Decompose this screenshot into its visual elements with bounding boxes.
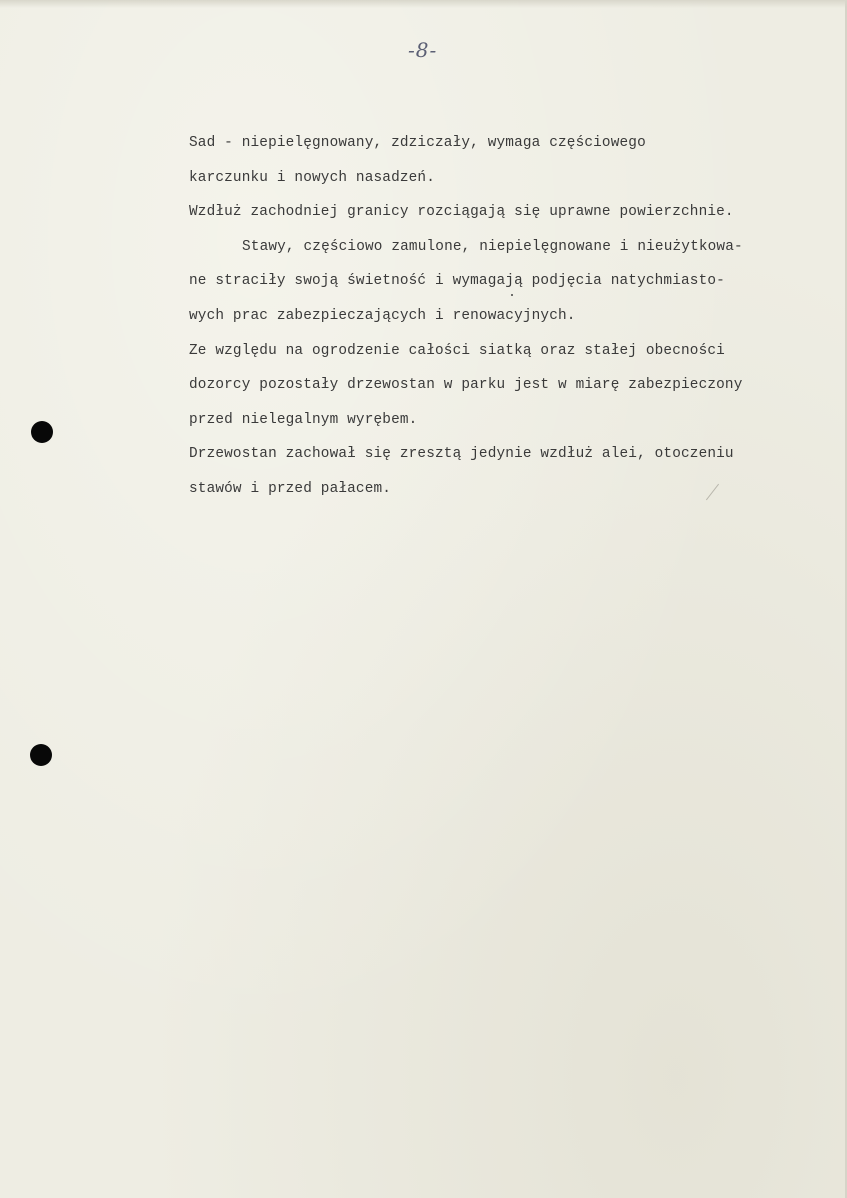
text-line: Wzdłuż zachodniej granicy rozciągają się uprawne powierzchnie.: [189, 204, 734, 221]
text-line: dozorcy pozostały drzewostan w parku jest w miarę zabezpieczony: [189, 377, 743, 394]
page-number: -8-: [408, 38, 438, 62]
text-line: Drzewostan zachował się zresztą jedynie wzdłuż alei, otoczeniu: [189, 446, 734, 463]
text-line: Ze względu na ogrodzenie całości siatką oraz stałej obecności: [189, 342, 725, 359]
punch-hole-icon: [31, 421, 53, 443]
text-line: Sad - niepielęgnowany, zdziczały, wymaga częściowego: [189, 135, 646, 151]
paper-top-edge: [0, 0, 847, 8]
text-line: ne straciły swoją świetność i wymagają podjęcia natychmiasto-: [189, 273, 725, 290]
text-line: karczunku i nowych nasadzeń.: [189, 169, 436, 186]
text-line: przed nielegalnym wyrębem.: [189, 411, 418, 428]
punch-hole-icon: [30, 744, 52, 766]
text-line: Stawy, częściowo zamulone, niepielęgnowane i nieużytkowa-: [242, 238, 743, 255]
document-body: [189, 126, 839, 507]
ink-speck: [511, 294, 513, 296]
text-line: stawów i przed pałacem.: [189, 480, 392, 497]
text-line: wych prac zabezpieczających i renowacyjnych.: [189, 307, 576, 324]
